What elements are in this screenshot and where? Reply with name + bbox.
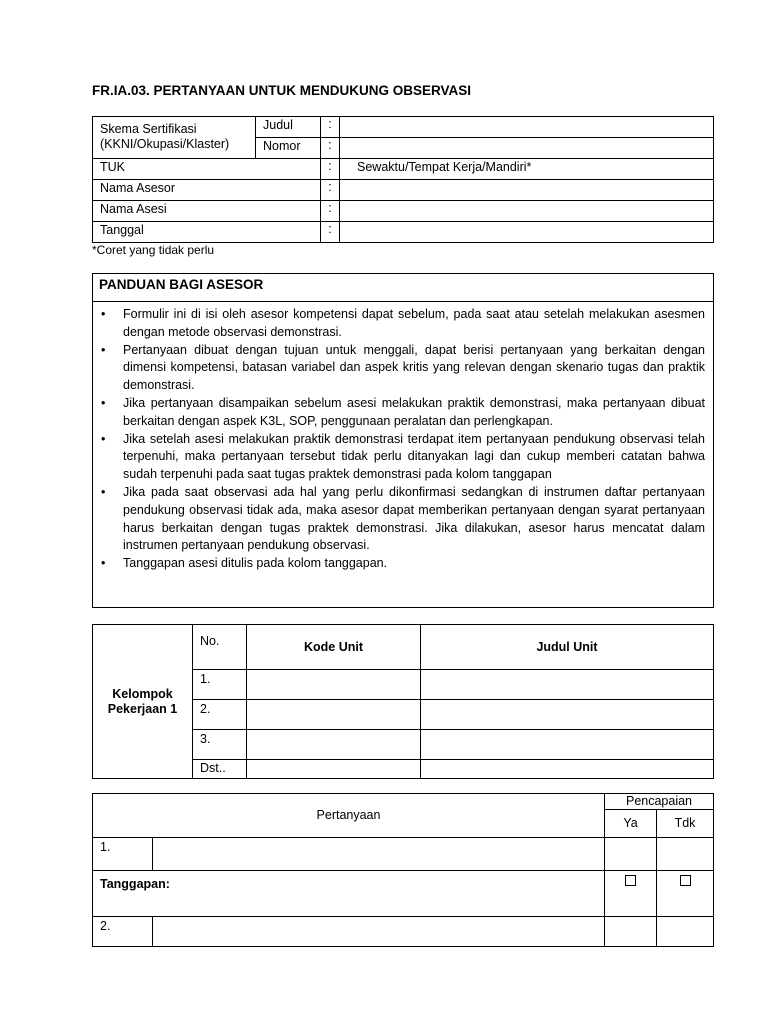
tdk-checkbox-cell[interactable]: [657, 871, 714, 917]
tanggal-label: Tanggal: [93, 222, 321, 243]
row-number: 1.: [193, 670, 247, 700]
ya-cell: [605, 838, 657, 871]
kode-unit-cell[interactable]: [247, 730, 421, 760]
asesor-value[interactable]: [340, 180, 714, 201]
kode-unit-header: Kode Unit: [247, 625, 421, 670]
panduan-box: [92, 273, 714, 608]
list-item: • Jika setelah asesi melakukan praktik demonstrasi terdapat item pertanyaan pendukung observasi telah terpenuhi, maka pertanyaan tersebut tidak perlu ditanyakan lagi dan cukup memberi catatan bahwa sudah terpenuhi pada saat tugas praktek demonstrasi pada kolom tanggapan: [101, 431, 705, 482]
ya-cell: [605, 917, 657, 947]
bullet-icon: •: [101, 342, 106, 357]
asesor-label: Nama Asesor: [93, 180, 321, 201]
header-info-table: [92, 116, 714, 243]
skema-label: Skema Sertifikasi: [100, 122, 197, 136]
judul-unit-header: Judul Unit: [421, 625, 714, 670]
bullet-icon: •: [101, 484, 106, 499]
row-number: Dst..: [193, 760, 247, 779]
ya-checkbox[interactable]: [625, 875, 636, 886]
bullet-icon: •: [101, 395, 106, 410]
form-title: FR.IA.03. PERTANYAAN UNTUK MENDUKUNG OBSERVASI: [92, 83, 472, 98]
list-item: • Formulir ini di isi oleh asesor kompetensi dapat sebelum, pada saat atau setelah melakukan asesmen dengan metode observasi demonstrasi.: [101, 307, 705, 339]
tuk-value[interactable]: Sewaktu/Tempat Kerja/Mandiri*: [340, 159, 714, 180]
bullet-icon: •: [101, 431, 106, 446]
panduan-heading: PANDUAN BAGI ASESOR: [93, 274, 713, 302]
footnote: *Coret yang tidak perlu: [92, 243, 215, 257]
ya-checkbox-cell[interactable]: [605, 871, 657, 917]
list-item: • Jika pertanyaan disampaikan sebelum asesi melakukan praktik demonstrasi, maka pertanyaan dibuat berkaitan dengan aspek K3L, SOP, penggunaan peralatan dan perlengkapan.: [101, 395, 705, 428]
list-item: • Jika pada saat observasi ada hal yang perlu dikonfirmasi sedangkan di instrumen daftar pertanyaan pendukung observasi tidak ada, maka asesor dapat memberikan pertanyaan dengan syarat pertanyaan harus berkaitan dengan tugas praktek demonstrasi. Jika dilakukan, asesor harus mencatat dalam instrumen pertanyaan pendukung observasi.: [101, 484, 705, 553]
colon: :: [321, 159, 340, 180]
tdk-checkbox[interactable]: [680, 875, 691, 886]
panduan-list: [93, 302, 713, 573]
skema-label-cell: [93, 117, 256, 159]
judul-unit-cell[interactable]: [421, 700, 714, 730]
tdk-header: Tdk: [657, 810, 714, 838]
colon: :: [321, 180, 340, 201]
pertanyaan-header: Pertanyaan: [93, 794, 605, 838]
pencapaian-header: Pencapaian: [605, 794, 714, 810]
kode-unit-cell[interactable]: [247, 670, 421, 700]
judul-unit-cell[interactable]: [421, 730, 714, 760]
kode-unit-cell[interactable]: [247, 700, 421, 730]
judul-unit-cell[interactable]: [421, 760, 714, 779]
list-item: • Tanggapan asesi ditulis pada kolom tanggapan.: [101, 555, 705, 573]
kode-unit-cell[interactable]: [247, 760, 421, 779]
asesi-label: Nama Asesi: [93, 201, 321, 222]
kelompok-label: Kelompok Pekerjaan 1: [93, 625, 193, 779]
tuk-label: TUK: [93, 159, 321, 180]
nomor-label: Nomor: [256, 138, 321, 159]
tdk-cell: [657, 838, 714, 871]
colon: :: [321, 222, 340, 243]
colon: :: [321, 201, 340, 222]
question-number: 1.: [93, 838, 153, 871]
pertanyaan-table: [92, 793, 714, 947]
tanggapan-label: Tanggapan:: [93, 871, 605, 917]
bullet-icon: •: [101, 307, 106, 321]
row-number: 3.: [193, 730, 247, 760]
ya-header: Ya: [605, 810, 657, 838]
list-item: • Pertanyaan dibuat dengan tujuan untuk menggali, dapat berisi pertanyaan yang berkaitan dengan dimensi kompetensi, batasan variabel dan aspek kritis yang relevan dengan skenario tugas dan praktik demonstrasi.: [101, 342, 705, 393]
question-cell[interactable]: [153, 917, 605, 947]
tanggal-value[interactable]: [340, 222, 714, 243]
kelompok-table: [92, 624, 714, 779]
colon: :: [321, 117, 340, 138]
judul-unit-cell[interactable]: [421, 670, 714, 700]
question-cell[interactable]: [153, 838, 605, 871]
nomor-value[interactable]: [340, 138, 714, 159]
tdk-cell: [657, 917, 714, 947]
judul-value[interactable]: [340, 117, 714, 138]
bullet-icon: •: [101, 556, 106, 571]
colon: :: [321, 138, 340, 159]
row-number: 2.: [193, 700, 247, 730]
no-header: No.: [193, 625, 247, 670]
skema-sub-label: (KKNI/Okupasi/Klaster): [100, 137, 230, 151]
question-number: 2.: [93, 917, 153, 947]
judul-label: Judul: [256, 117, 321, 138]
asesi-value[interactable]: [340, 201, 714, 222]
